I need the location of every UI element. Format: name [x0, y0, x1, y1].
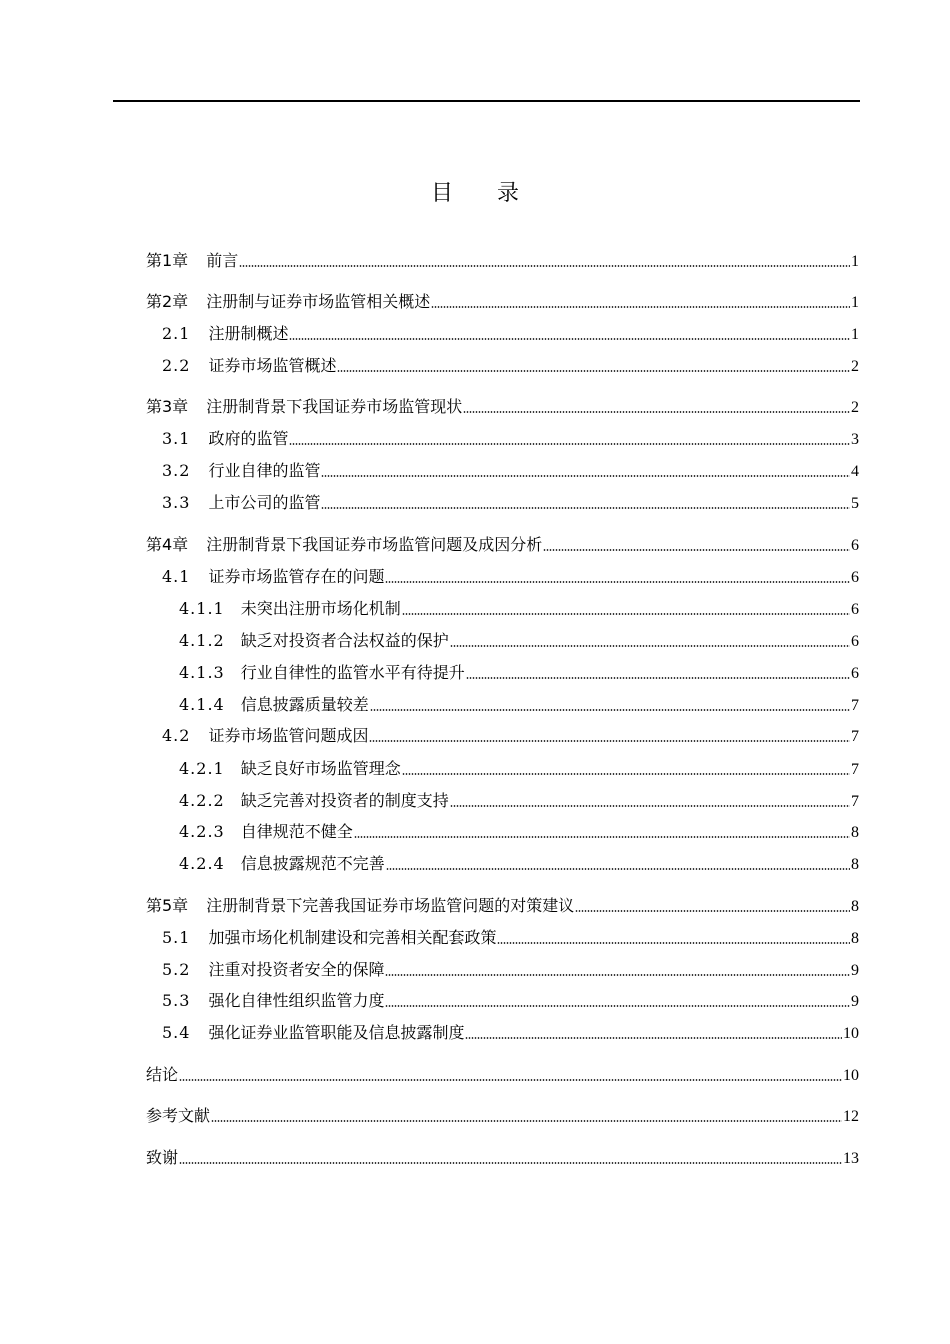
toc-entry-page: 7 — [851, 761, 859, 778]
toc-dot-leader — [450, 645, 850, 647]
toc-dot-leader — [179, 1079, 842, 1081]
toc-entry-page: 8 — [851, 824, 859, 841]
toc-entry-title: 注册制与证券市场监管相关概述 — [206, 292, 431, 311]
toc-section-entry[interactable] — [162, 427, 859, 451]
toc-entry-page: 8 — [851, 856, 859, 873]
toc-dot-leader — [385, 581, 850, 583]
toc-section-entry[interactable] — [162, 565, 859, 589]
toc-entry-number: 4.2 — [162, 726, 191, 745]
toc-section-entry[interactable] — [162, 491, 859, 515]
toc-section-entry[interactable] — [162, 354, 859, 378]
toc-entry-title: 缺乏对投资者合法权益的保护 — [240, 631, 449, 650]
toc-entry-title: 行业自律性的监管水平有待提升 — [240, 663, 465, 682]
toc-entry-title: 行业自律的监管 — [208, 461, 321, 480]
toc-entry-title: 致谢 — [146, 1148, 179, 1167]
toc-entry-title: 缺乏良好市场监管理念 — [240, 759, 401, 778]
toc-entry-title: 注重对投资者安全的保障 — [208, 960, 385, 979]
toc-dot-leader — [289, 338, 850, 340]
toc-entry-page: 6 — [851, 633, 859, 650]
toc-entry-page: 6 — [851, 537, 859, 554]
toc-subsection-entry[interactable] — [179, 789, 859, 813]
toc-dot-leader — [466, 677, 850, 679]
toc-entry-number: 4.2.2 — [179, 791, 225, 810]
toc-entry-title: 自律规范不健全 — [240, 822, 353, 841]
toc-subsection-entry[interactable] — [179, 852, 859, 876]
toc-chapter-entry[interactable] — [146, 1063, 859, 1087]
toc-entry-page: 1 — [851, 326, 859, 343]
toc-dot-leader — [370, 709, 850, 711]
toc-entry-number: 4.1.1 — [179, 599, 225, 618]
toc-entry-page: 13 — [843, 1150, 859, 1167]
toc-entry-page: 3 — [851, 431, 859, 448]
toc-entry-number: 4.1.4 — [179, 695, 225, 714]
toc-dot-leader — [431, 306, 850, 308]
toc-entry-page: 7 — [851, 793, 859, 810]
toc-entry-number: 2.1 — [162, 324, 191, 343]
toc-chapter-entry[interactable] — [146, 1146, 859, 1170]
toc-dot-leader — [497, 942, 850, 944]
toc-entry-title: 政府的监管 — [208, 429, 289, 448]
toc-dot-leader — [463, 411, 850, 413]
toc-entry-page: 6 — [851, 569, 859, 586]
toc-entry-page: 5 — [851, 495, 859, 512]
toc-dot-leader — [385, 974, 850, 976]
toc-entry-number: 4.2.4 — [179, 854, 225, 873]
toc-subsection-entry[interactable] — [179, 597, 859, 621]
toc-subsection-entry[interactable] — [179, 820, 859, 844]
toc-entry-title: 上市公司的监管 — [208, 493, 321, 512]
toc-entry-title: 证券市场监管存在的问题 — [208, 567, 385, 586]
toc-entry-page: 7 — [851, 697, 859, 714]
toc-chapter-entry[interactable] — [146, 249, 859, 273]
toc-entry-page: 12 — [843, 1108, 859, 1125]
toc-dot-leader — [575, 910, 850, 912]
toc-subsection-entry[interactable] — [179, 629, 859, 653]
toc-entry-title: 注册制背景下我国证券市场监管问题及成因分析 — [206, 535, 543, 554]
toc-entry-number: 3.2 — [162, 461, 191, 480]
header-rule — [113, 100, 860, 102]
toc-dot-leader — [179, 1162, 842, 1164]
toc-entry-title: 参考文献 — [146, 1106, 211, 1125]
toc-entry-number: 4.2.3 — [179, 822, 225, 841]
toc-section-entry[interactable] — [162, 1021, 859, 1045]
toc-entry-page: 6 — [851, 665, 859, 682]
toc-chapter-entry[interactable] — [146, 533, 859, 557]
toc-entry-number: 3.1 — [162, 429, 191, 448]
toc-entry-title: 强化证券业监管职能及信息披露制度 — [208, 1023, 465, 1042]
toc-section-entry[interactable] — [162, 322, 859, 346]
toc-dot-leader — [402, 613, 850, 615]
toc-section-entry[interactable] — [162, 989, 859, 1013]
toc-entry-page: 6 — [851, 601, 859, 618]
toc-entry-title: 注册制背景下我国证券市场监管现状 — [206, 397, 463, 416]
toc-entry-page: 10 — [843, 1025, 859, 1042]
toc-title: 目录 — [430, 181, 563, 206]
toc-entry-number: 第5章 — [146, 896, 189, 915]
toc-dot-leader — [402, 773, 850, 775]
toc-entry-number: 5.1 — [162, 928, 191, 947]
toc-section-entry[interactable] — [162, 459, 859, 483]
toc-entry-number: 第4章 — [146, 535, 189, 554]
toc-entry-page: 1 — [851, 294, 859, 311]
toc-dot-leader — [354, 836, 850, 838]
toc-entry-page: 8 — [851, 930, 859, 947]
toc-dot-leader — [321, 475, 850, 477]
toc-entry-title: 注册制背景下完善我国证券市场监管问题的对策建议 — [206, 896, 575, 915]
toc-entry-page: 2 — [851, 399, 859, 416]
toc-subsection-entry[interactable] — [179, 757, 859, 781]
toc-dot-leader — [386, 868, 850, 870]
toc-entry-title: 信息披露质量较差 — [240, 695, 369, 714]
toc-dot-leader — [450, 805, 850, 807]
toc-entry-number: 第3章 — [146, 397, 189, 416]
toc-entry-number: 4.1 — [162, 567, 191, 586]
toc-entry-page: 8 — [851, 898, 859, 915]
toc-entry-page: 2 — [851, 358, 859, 375]
toc-entry-number: 5.2 — [162, 960, 191, 979]
toc-subsection-entry[interactable] — [179, 661, 859, 685]
toc-entry-title: 注册制概述 — [208, 324, 289, 343]
toc-entry-number: 4.2.1 — [179, 759, 225, 778]
toc-chapter-entry[interactable] — [146, 1104, 859, 1128]
toc-chapter-entry[interactable] — [146, 894, 859, 918]
toc-entry-page: 9 — [851, 993, 859, 1010]
toc-entry-number: 第2章 — [146, 292, 189, 311]
toc-entry-title: 信息披露规范不完善 — [240, 854, 385, 873]
toc-entry-title: 证券市场监管概述 — [208, 356, 337, 375]
toc-dot-leader — [211, 1120, 842, 1122]
toc-entry-number: 2.2 — [162, 356, 191, 375]
toc-chapter-entry[interactable] — [146, 290, 859, 314]
toc-entry-number: 4.1.2 — [179, 631, 225, 650]
toc-entry-title: 加强市场化机制建设和完善相关配套政策 — [208, 928, 497, 947]
toc-entry-page: 10 — [843, 1067, 859, 1084]
toc-dot-leader — [239, 265, 850, 267]
toc-entry-number: 第1章 — [146, 251, 189, 270]
toc-subsection-entry[interactable] — [179, 693, 859, 717]
toc-entry-number: 5.4 — [162, 1023, 191, 1042]
toc-section-entry[interactable] — [162, 958, 859, 982]
toc-dot-leader — [369, 740, 850, 742]
toc-entry-page: 9 — [851, 962, 859, 979]
toc-dot-leader — [543, 549, 850, 551]
toc-entry-number: 5.3 — [162, 991, 191, 1010]
toc-entry-page: 4 — [851, 463, 859, 480]
toc-entry-title: 缺乏完善对投资者的制度支持 — [240, 791, 449, 810]
toc-entry-title: 前言 — [206, 251, 239, 270]
toc-entry-page: 7 — [851, 728, 859, 745]
toc-section-entry[interactable] — [162, 926, 859, 950]
toc-dot-leader — [385, 1005, 850, 1007]
toc-dot-leader — [337, 370, 850, 372]
toc-entry-number: 3.3 — [162, 493, 191, 512]
toc-dot-leader — [321, 507, 850, 509]
toc-dot-leader — [289, 443, 850, 445]
toc-entry-title: 结论 — [146, 1065, 179, 1084]
toc-chapter-entry[interactable] — [146, 395, 859, 419]
toc-entry-title: 证券市场监管问题成因 — [208, 726, 369, 745]
toc-section-entry[interactable] — [162, 724, 859, 748]
toc-entry-title: 未突出注册市场化机制 — [240, 599, 401, 618]
toc-entry-title: 强化自律性组织监管力度 — [208, 991, 385, 1010]
toc-entry-number: 4.1.3 — [179, 663, 225, 682]
toc-entry-page: 1 — [851, 253, 859, 270]
toc-dot-leader — [465, 1037, 842, 1039]
